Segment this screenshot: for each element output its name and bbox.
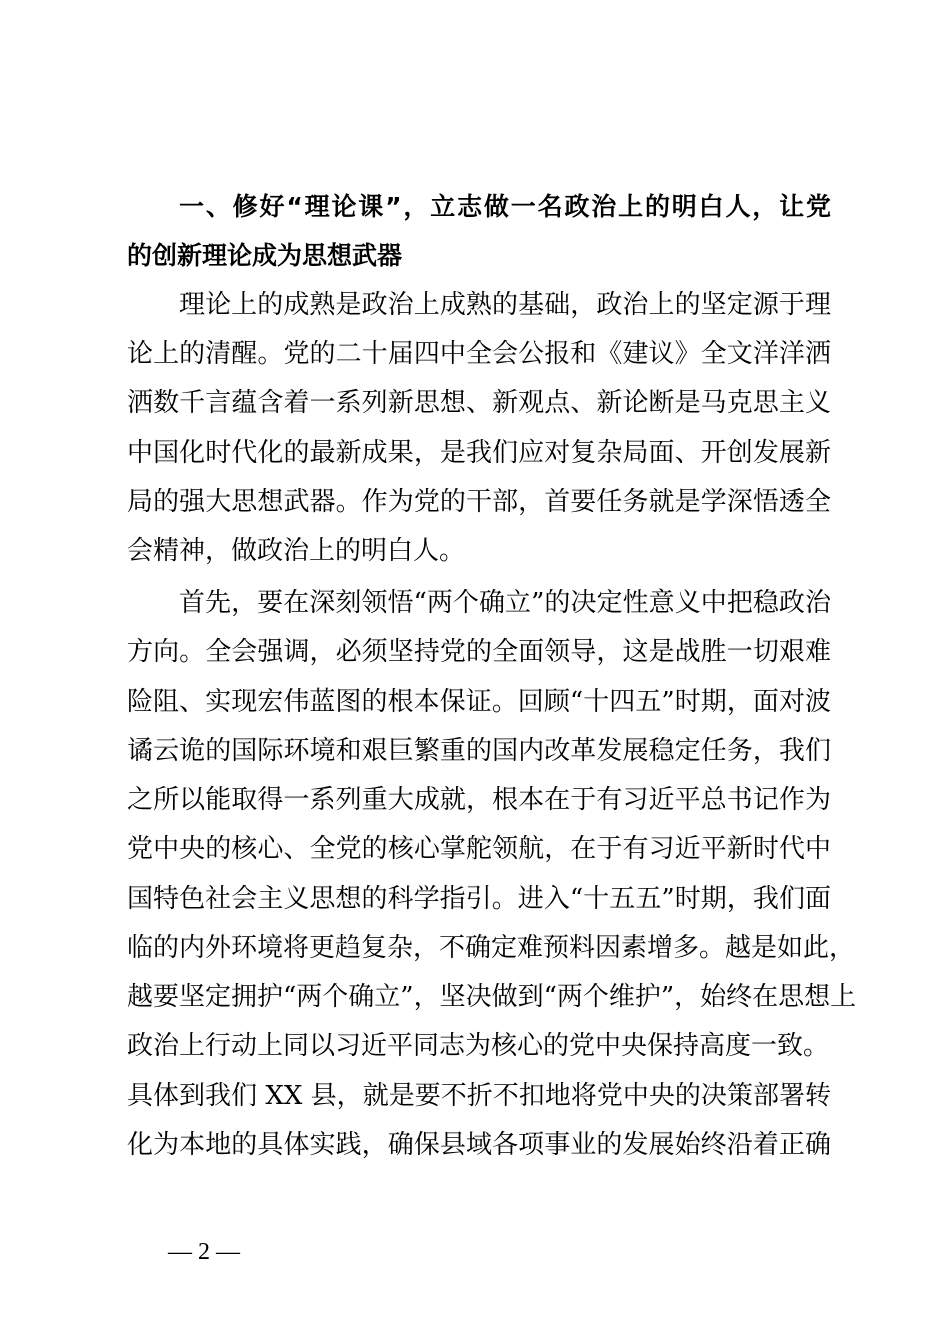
paragraph-2-line-11: 具体到我们 XX 县，就是要不折不扣地将党中央的决策部署转 — [127, 1081, 831, 1111]
paragraph-2-line-9: 越要坚定拥护“两个确立”，坚决做到“两个维护”，始终在思想上 — [127, 982, 857, 1012]
paragraph-1-line-6: 会精神，做政治上的明白人。 — [127, 536, 466, 566]
paragraph-2-line-4: 谲云诡的国际环境和艰巨繁重的国内改革发展稳定任务，我们 — [127, 736, 831, 766]
paragraph-1-line-3: 洒数千言蕴含着一系列新思想、新观点、新论断是马克思主义 — [127, 388, 831, 418]
paragraph-2-line-12: 化为本地的具体实践，确保县域各项事业的发展始终沿着正确 — [127, 1130, 831, 1160]
section-heading-line-1: 一、修好“理论课”，立志做一名政治上的明白人，让党 — [179, 192, 831, 221]
paragraph-1-line-5: 局的强大思想武器。作为党的干部，首要任务就是学深悟透全 — [127, 487, 831, 517]
paragraph-2-line-2: 方向。全会强调，必须坚持党的全面领导，这是战胜一切艰难 — [127, 637, 831, 667]
page-number: — 2 — — [168, 1239, 240, 1265]
section-heading-line-2: 的创新理论成为思想武器 — [127, 241, 403, 270]
paragraph-2-line-10: 政治上行动上同以习近平同志为核心的党中央保持高度一致。 — [127, 1031, 830, 1061]
paragraph-2-line-5: 之所以能取得一系列重大成就，根本在于有习近平总书记作为 — [127, 785, 831, 815]
paragraph-2-line-7: 国特色社会主义思想的科学指引。进入“十五五”时期，我们面 — [127, 884, 831, 914]
paragraph-2-line-6: 党中央的核心、全党的核心掌舵领航，在于有习近平新时代中 — [127, 834, 831, 864]
paragraph-2-line-1: 首先，要在深刻领悟“两个确立”的决定性意义中把稳政治 — [179, 588, 831, 618]
paragraph-1-line-2: 论上的清醒。党的二十届四中全会公报和《建议》全文洋洋洒 — [127, 339, 831, 369]
paragraph-2-line-8: 临的内外环境将更趋复杂，不确定难预料因素增多。越是如此， — [127, 933, 856, 963]
paragraph-2-line-3: 险阻、实现宏伟蓝图的根本保证。回顾“十四五”时期，面对波 — [127, 687, 831, 717]
paragraph-1-line-4: 中国化时代化的最新成果，是我们应对复杂局面、开创发展新 — [127, 438, 831, 468]
paragraph-1-line-1: 理论上的成熟是政治上成熟的基础，政治上的坚定源于理 — [179, 290, 831, 320]
